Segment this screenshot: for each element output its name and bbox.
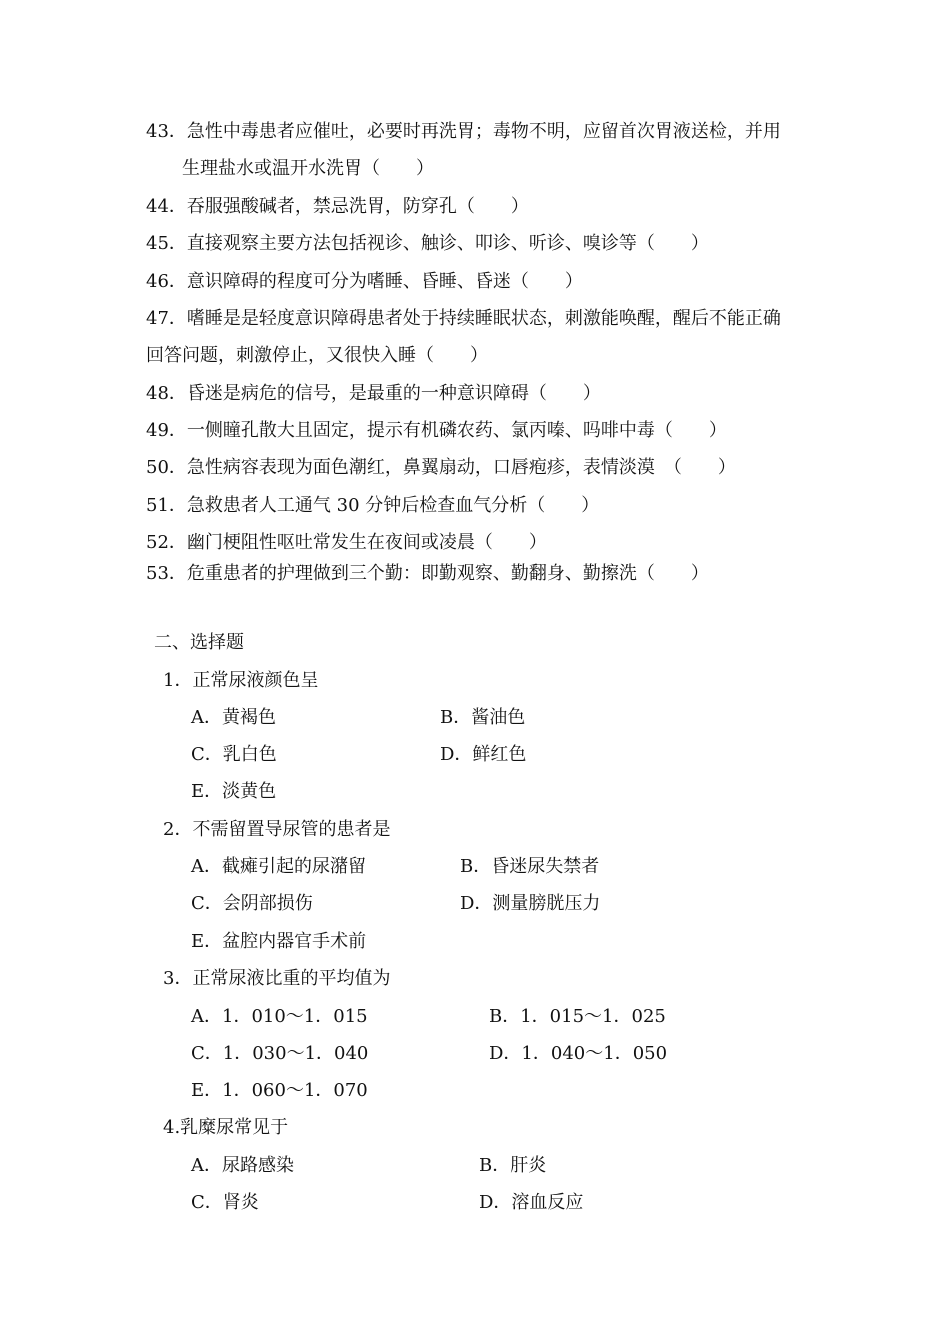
tf-item-49: 49．一侧瞳孔散大且固定，提示有机磷农药、氯丙嗪、吗啡中毒（ ） [146, 420, 727, 441]
question-4-stem: 4.乳糜尿常见于 [163, 1117, 289, 1138]
question-3-option-e: E．1．060～1．070 [191, 1080, 368, 1101]
tf-item-43-line2: 生理盐水或温开水洗胃（ ） [182, 158, 434, 179]
tf-item-45: 45．直接观察主要方法包括视诊、触诊、叩诊、听诊、嗅诊等（ ） [146, 233, 709, 254]
question-4-option-a: A．尿路感染 [191, 1155, 294, 1176]
question-2-option-d: D．测量膀胱压力 [460, 893, 601, 914]
tf-item-44: 44．吞服强酸碱者，禁忌洗胃，防穿孔（ ） [146, 196, 529, 217]
question-2-option-c: C．会阴部损伤 [191, 893, 313, 914]
tf-item-52: 52．幽门梗阻性呕吐常发生在夜间或凌晨（ ） [146, 532, 547, 553]
question-3-option-b: B．1．015～1．025 [489, 1006, 666, 1027]
question-3-stem: 3．正常尿液比重的平均值为 [163, 968, 391, 989]
question-2-option-a: A．截瘫引起的尿潴留 [191, 856, 366, 877]
question-4-option-b: B．肝炎 [479, 1155, 547, 1176]
tf-item-43-line1: 43．急性中毒患者应催吐，必要时再洗胃；毒物不明，应留首次胃液送检，并用 [146, 121, 781, 142]
question-3-option-c: C．1．030～1．040 [191, 1043, 369, 1064]
tf-item-53: 53．危重患者的护理做到三个勤：即勤观察、勤翻身、勤擦洗（ ） [146, 563, 709, 584]
tf-item-47-line2: 回答问题，刺激停止，又很快入睡（ ） [146, 345, 488, 366]
tf-item-47-line1: 47．嗜睡是是轻度意识障碍患者处于持续睡眠状态，刺激能唤醒，醒后不能正确 [146, 308, 781, 329]
question-1-stem: 1．正常尿液颜色呈 [163, 670, 319, 691]
question-2-option-e: E．盆腔内器官手术前 [191, 931, 367, 952]
question-4-option-c: C．肾炎 [191, 1192, 259, 1213]
question-1-option-d: D．鲜红色 [440, 744, 527, 765]
question-4-option-d: D．溶血反应 [479, 1192, 584, 1213]
question-3-option-a: A．1．010～1．015 [191, 1006, 368, 1027]
question-1-option-c: C．乳白色 [191, 744, 277, 765]
tf-item-51: 51．急救患者人工通气 30 分钟后检查血气分析（ ） [146, 495, 600, 516]
tf-item-48: 48．昏迷是病危的信号，是最重的一种意识障碍（ ） [146, 383, 601, 404]
question-1-option-a: A．黄褐色 [191, 707, 276, 728]
tf-item-50: 50．急性病容表现为面色潮红，鼻翼扇动，口唇疱疹，表情淡漠 （ ） [146, 457, 736, 478]
question-2-option-b: B．昏迷尿失禁者 [460, 856, 600, 877]
question-1-option-e: E．淡黄色 [191, 781, 277, 802]
question-1-option-b: B．酱油色 [440, 707, 526, 728]
question-2-stem: 2．不需留置导尿管的患者是 [163, 819, 391, 840]
section-title: 二、选择题 [154, 632, 244, 653]
tf-item-46: 46．意识障碍的程度可分为嗜睡、昏睡、昏迷（ ） [146, 271, 583, 292]
question-3-option-d: D．1．040～1．050 [489, 1043, 668, 1064]
